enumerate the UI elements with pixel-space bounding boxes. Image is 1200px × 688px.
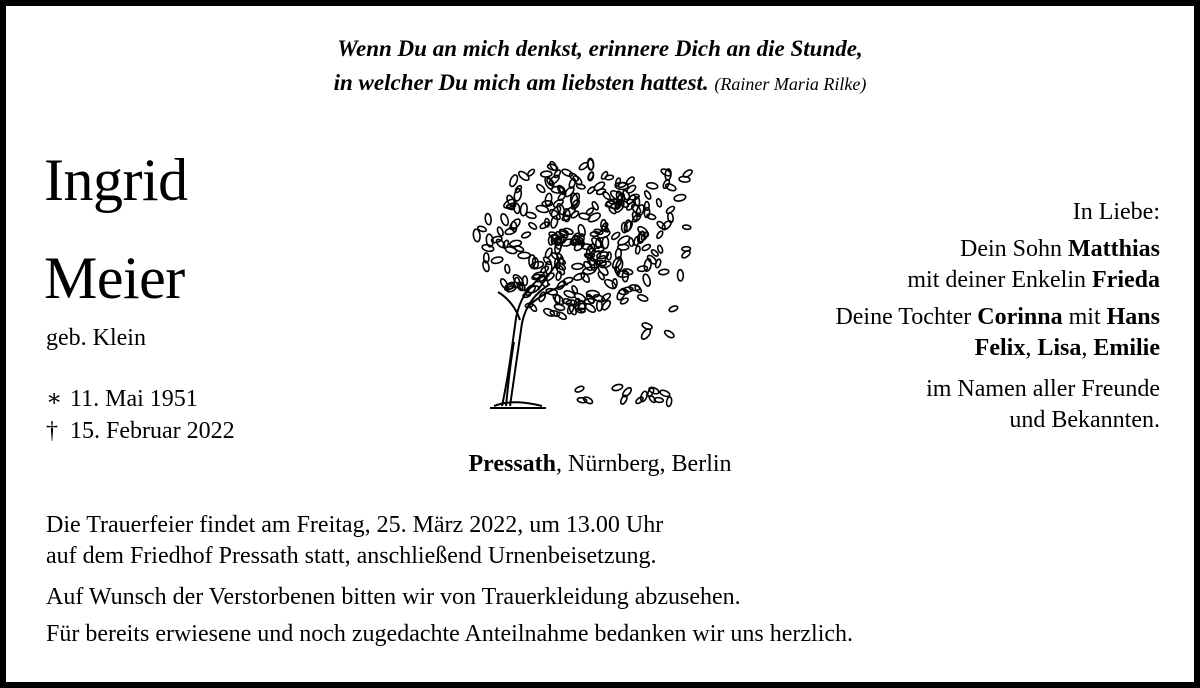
thanks-note: Für bereits erwiesene und noch zugedachte Anteilnahme bedanken wir uns herzlich. bbox=[46, 621, 854, 647]
place-others: , Nürnberg, Berlin bbox=[556, 451, 732, 477]
last-name: Meier bbox=[44, 245, 185, 311]
death-date-line bbox=[46, 418, 235, 445]
quote-line-2-text: in welcher Du mich am liebsten hattest. bbox=[333, 70, 709, 95]
mourners-intro: In Liebe: bbox=[1072, 199, 1160, 225]
child-3-name: Emilie bbox=[1093, 335, 1160, 361]
child-2-name: Lisa bbox=[1037, 335, 1082, 361]
mourner-granddaughter bbox=[740, 265, 1160, 296]
rilke-quote bbox=[0, 32, 1200, 101]
ceremony-info bbox=[46, 510, 663, 572]
birth-symbol: ∗ bbox=[46, 386, 63, 412]
partner-name: Hans bbox=[1106, 304, 1160, 330]
with-word: mit bbox=[1068, 304, 1101, 330]
child-1-name: Felix bbox=[974, 335, 1026, 361]
birth-date: 11. Mai 1951 bbox=[70, 386, 198, 412]
comma-1: , bbox=[1025, 335, 1032, 361]
friends-line-2: und Bekannten. bbox=[1009, 407, 1160, 433]
quote-line-1: Wenn Du an mich denkst, erinnere Dich an die Stunde, bbox=[337, 36, 863, 61]
ceremony-line-1: Die Trauerfeier findet am Freitag, 25. März 2022, um 13.00 Uhr bbox=[46, 512, 664, 538]
mourner-children bbox=[740, 333, 1160, 364]
quote-line-2 bbox=[0, 66, 1200, 101]
death-date: 15. Februar 2022 bbox=[70, 418, 235, 444]
death-symbol: † bbox=[46, 418, 58, 444]
places-line bbox=[0, 451, 1200, 478]
birth-date-line bbox=[46, 384, 198, 413]
ceremony-line-2: auf dem Friedhof Pressath statt, anschließend Urnenbeisetzung. bbox=[46, 543, 657, 569]
son-prefix: Dein Sohn bbox=[960, 236, 1062, 262]
son-name: Matthias bbox=[1068, 236, 1160, 262]
mourner-daughter bbox=[740, 302, 1160, 333]
granddaughter-name: Frieda bbox=[1092, 267, 1160, 293]
friends-line-1: im Namen aller Freunde bbox=[926, 376, 1160, 402]
quote-author: (Rainer Maria Rilke) bbox=[714, 74, 867, 94]
daughter-name: Corinna bbox=[977, 304, 1063, 330]
granddaughter-prefix: mit deiner Enkelin bbox=[907, 267, 1087, 293]
daughter-prefix: Deine Tochter bbox=[835, 304, 972, 330]
dress-code-wish: Auf Wunsch der Verstorbenen bitten wir von Trauerkleidung abzusehen. bbox=[46, 584, 741, 610]
mourners-block bbox=[740, 197, 1160, 436]
windblown-tree-icon bbox=[450, 128, 700, 418]
first-name: Ingrid bbox=[44, 147, 188, 213]
comma-2: , bbox=[1081, 335, 1088, 361]
mourner-son bbox=[740, 234, 1160, 265]
place-main: Pressath bbox=[468, 451, 557, 477]
birth-name: geb. Klein bbox=[46, 325, 146, 351]
